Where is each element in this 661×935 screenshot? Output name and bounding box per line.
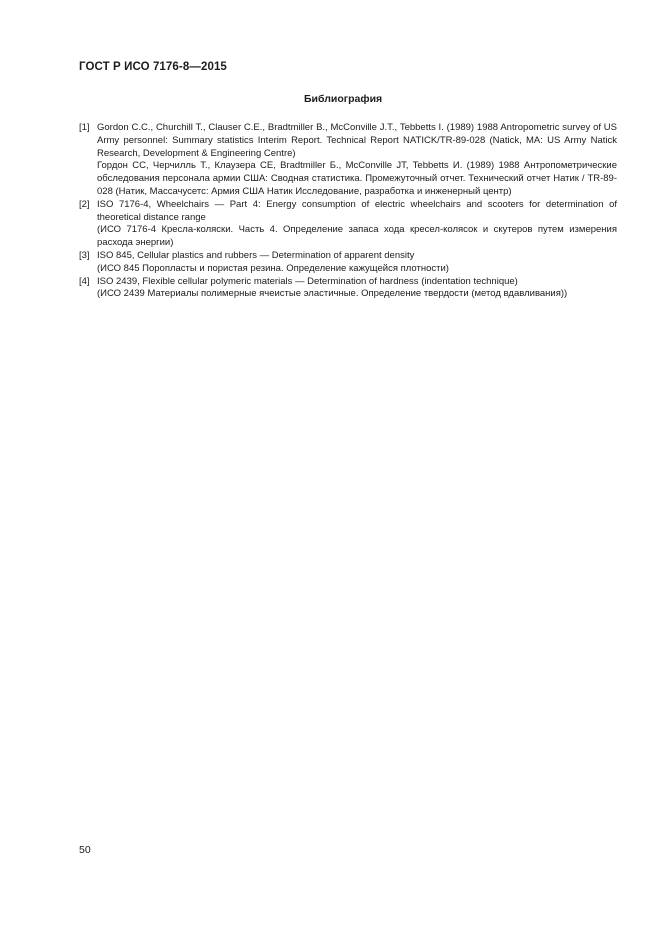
reference-text: [97, 250, 617, 276]
reference-russian-citation: (ИСО 7176-4 Кресла-коляски. Часть 4. Определение запаса хода кресел-колясок и скутеров путем измерения расхода энергии): [97, 224, 617, 249]
reference-list: [79, 122, 617, 301]
reference-item-2: [79, 199, 617, 250]
reference-text: [97, 122, 617, 199]
reference-english-citation: ISO 7176-4, Wheelchairs — Part 4: Energy consumption of electric wheelchairs and scooters for determination of theoretical distance range: [97, 198, 617, 223]
reference-number: [2]: [79, 198, 90, 210]
reference-text: [97, 199, 617, 250]
reference-english-citation: ISO 845, Cellular plastics and rubbers — Determination of apparent density: [97, 249, 415, 261]
reference-number: [1]: [79, 122, 90, 133]
page-number: 50: [79, 844, 91, 856]
reference-russian-citation: (ИСО 2439 Материалы полимерные ячеистые эластичные. Определение твердости (метод вдавливания)): [97, 288, 568, 300]
reference-russian-citation: (ИСО 845 Поропласты и пористая резина. Определение кажущейся плотности): [97, 262, 449, 274]
reference-english-citation: ISO 2439, Flexible cellular polymeric materials — Determination of hardness (indentation technique): [97, 275, 518, 287]
reference-english-citation: Gordon C.C., Churchill T., Clauser C.E., Bradtmiller B., McConville J.T., Tebbetts I. (1989) 1988 Antropometric survey of US Army personnel: Summary statistics Interim Report. Technical Report NATICK/TR-89-028 (Natick, MA: US Army Natick Research, Development & Engineering Centre): [97, 122, 617, 159]
bibliography-title: Библиография: [304, 93, 383, 105]
reference-number: [3]: [79, 249, 90, 261]
document-code-header: ГОСТ Р ИСО 7176-8—2015: [79, 61, 227, 73]
reference-text: [97, 276, 617, 302]
reference-item-3: [79, 250, 617, 276]
reference-item-4: [79, 276, 617, 302]
reference-item-1: [79, 122, 617, 199]
reference-russian-citation: Гордон CC, Черчилль Т., Клаузера CE, Bradtmiller Б., McConville JT, Tebbetts И. (1989) 1988 Антропометрические обследования персонала армии США: Сводная статистика. Промежуточный отчет. Технический отчет Натик / TR-89-028 (Натик, Массачусетс: Армия США Натик Исследование, разработка и инженерный центр): [97, 160, 617, 197]
reference-number: [4]: [79, 275, 90, 287]
